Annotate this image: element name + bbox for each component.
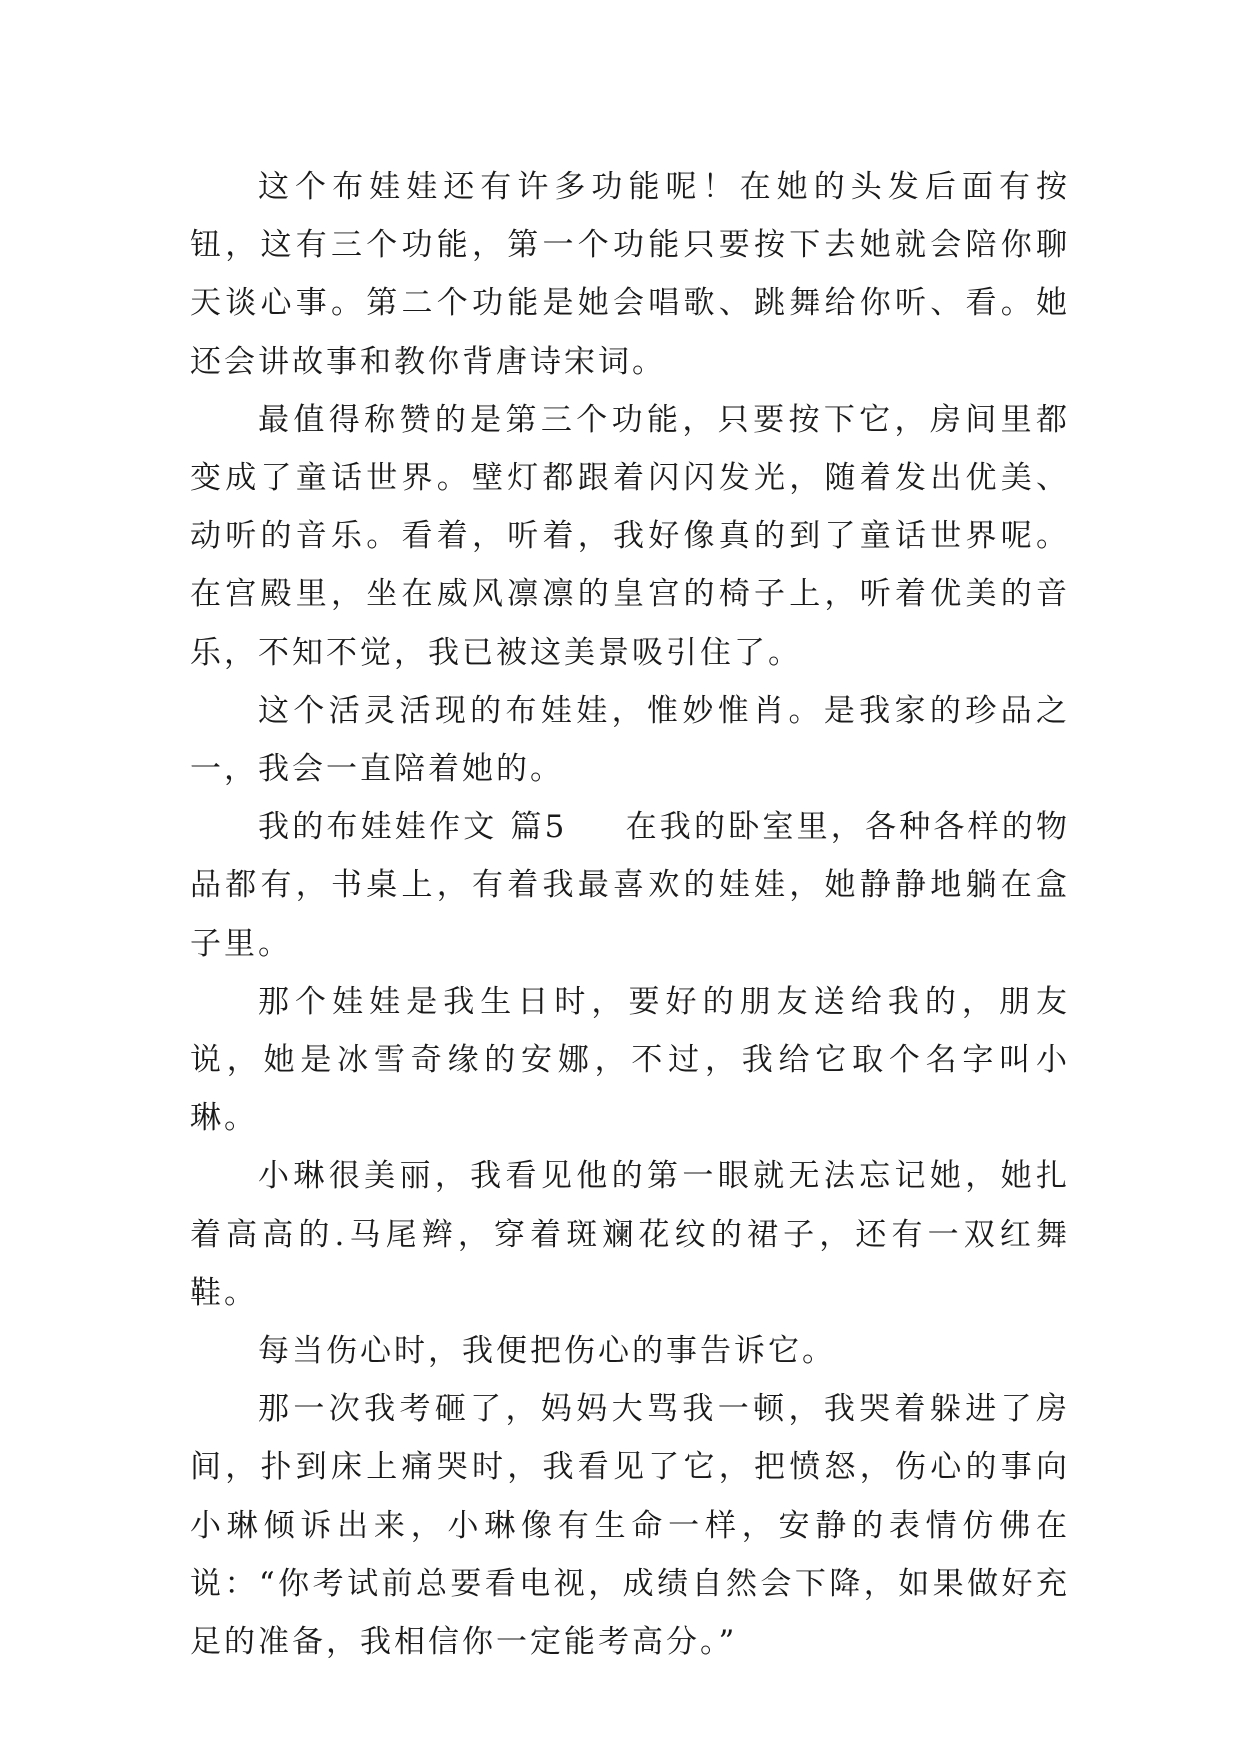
paragraph-1: 这个布娃娃还有许多功能呢！在她的头发后面有按钮，这有三个功能，第一个功能只要按下去她就会陪你聊天谈心事。第二个功能是她会唱歌、跳舞给你听、看。她还会讲故事和教你背唐诗宋词。 [190, 169, 1070, 380]
section-paragraph [190, 798, 1070, 973]
section-first-paragraph: 在我的卧室里，各种各样的物品都有，书桌上，有着我最喜欢的娃娃，她静静地躺在盒子里。 [190, 809, 1071, 962]
section-heading: 我的布娃娃作文 篇5 [258, 809, 568, 846]
paragraph-3: 这个活灵活现的布娃娃，惟妙惟肖。是我家的珍品之一，我会一直陪着她的。 [190, 692, 1070, 788]
paragraph-2: 最值得称赞的是第三个功能，只要按下它，房间里都变成了童话世界。壁灯都跟着闪闪发光，随着发出优美、动听的音乐。看着，听着，我好像真的到了童话世界呢。在宫殿里，坐在威风凛凛的皇宫的椅子上，听着优美的音乐，不知不觉，我已被这美景吸引住了。 [190, 401, 1070, 671]
article-body [190, 158, 1070, 1671]
paragraph-8: 那一次我考砸了，妈妈大骂我一顿，我哭着躲进了房间，扑到床上痛哭时，我看见了它，把愤怒，伤心的事向小琳倾诉出来，小琳像有生命一样，安静的表情仿佛在说：“你考试前总要看电视，成绩自然会下降，如果做好充足的准备，我相信你一定能考高分。” [190, 1391, 1070, 1661]
paragraph-7: 每当伤心时，我便把伤心的事告诉它。 [258, 1333, 836, 1370]
paragraph-5: 那个娃娃是我生日时，要好的朋友送给我的，朋友说，她是冰雪奇缘的安娜，不过，我给它取个名字叫小琳。 [190, 983, 1070, 1137]
paragraph-6: 小琳很美丽，我看见他的第一眼就无法忘记她，她扎着高高的.马尾辫，穿着斑斓花纹的裙子，还有一双红舞鞋。 [190, 1158, 1070, 1311]
